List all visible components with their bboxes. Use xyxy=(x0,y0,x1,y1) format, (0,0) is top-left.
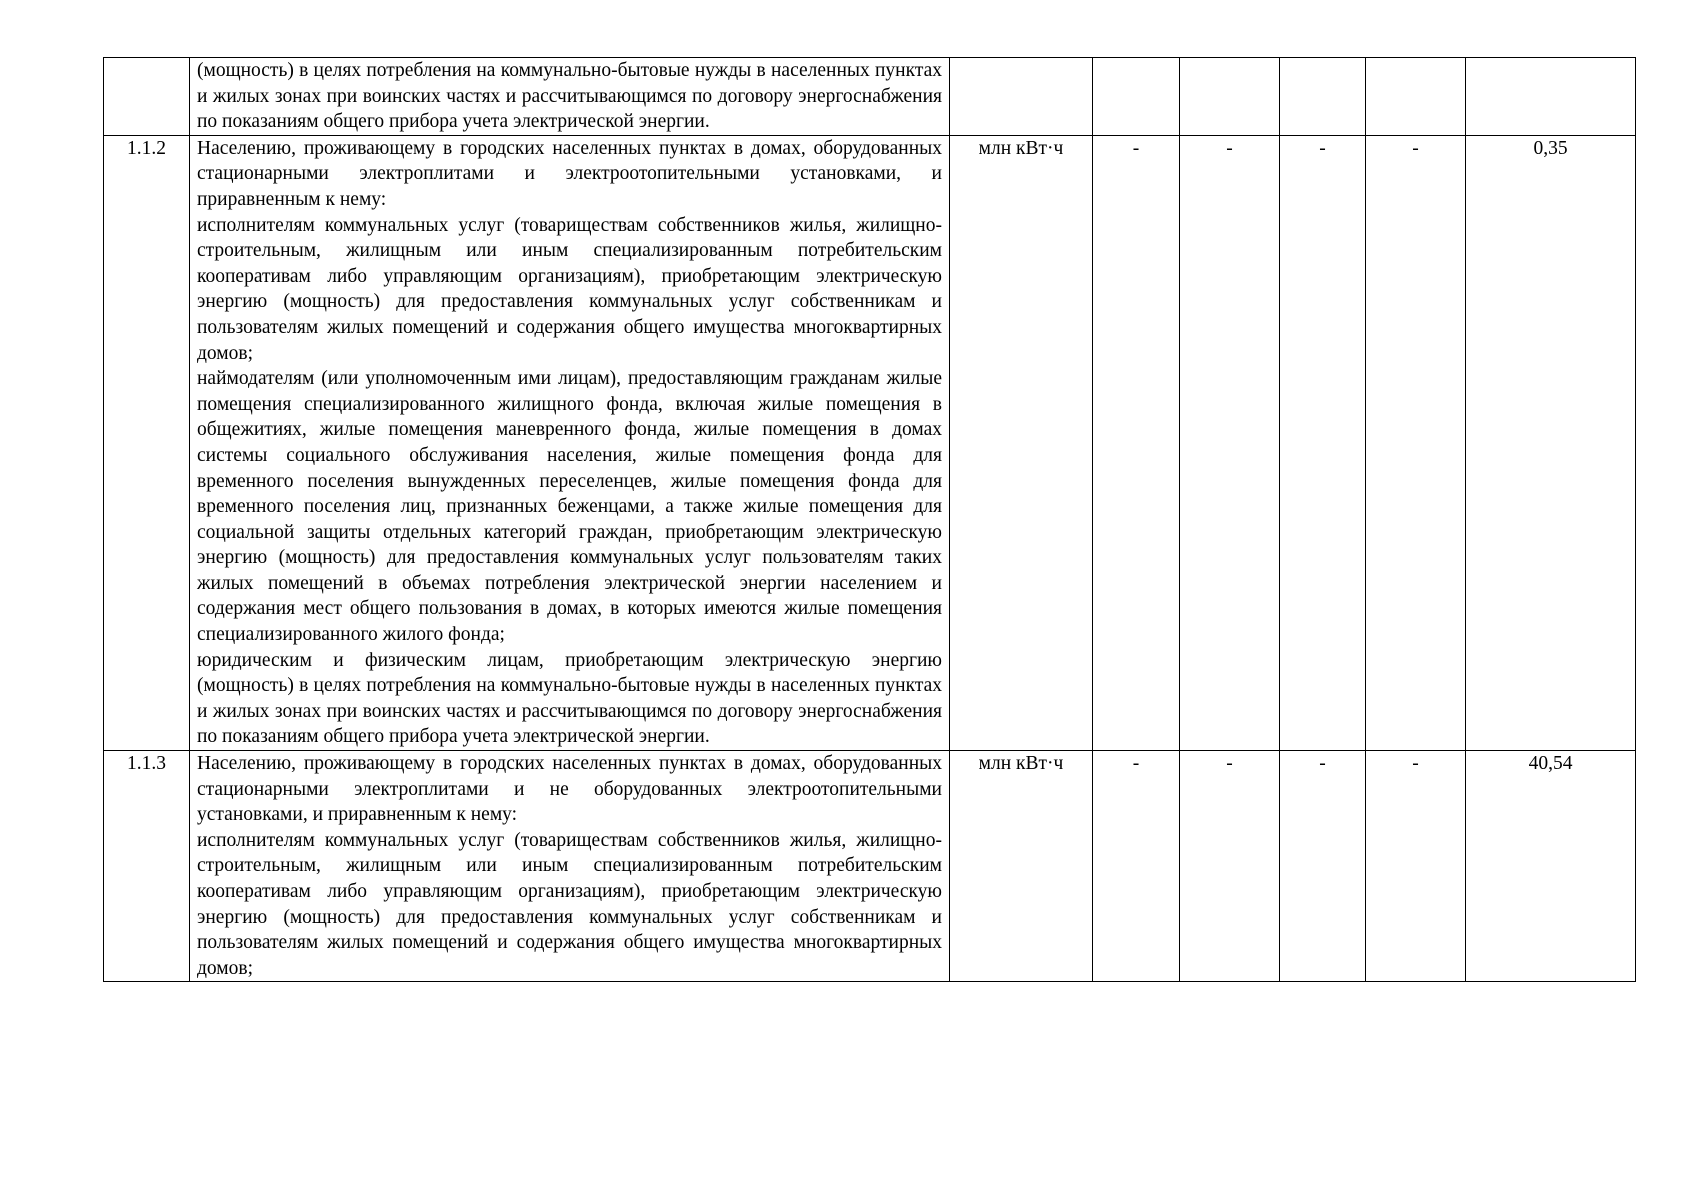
row-cell-4: - xyxy=(1366,751,1466,982)
description-paragraph: исполнителям коммунальных услуг (товариществам собственников жилья, жилищно-строительным, жилищным или иным специализированным потребительским кооперативам либо управляющим организациям), приобретающим электрическую энергию (мощность) для предоставления коммунальных услуг собственникам и пользователям жилых помещений и содержания общего имущества многоквартирных домов; xyxy=(197,214,942,364)
row-value xyxy=(1466,58,1636,136)
row-cell-1: - xyxy=(1093,135,1180,750)
table-row xyxy=(104,135,1636,750)
row-value: 40,54 xyxy=(1466,751,1636,982)
row-cell-3 xyxy=(1280,58,1366,136)
row-cell-4: - xyxy=(1366,135,1466,750)
row-description xyxy=(190,751,950,982)
row-number: 1.1.3 xyxy=(104,751,190,982)
description-paragraph: Населению, проживающему в городских населенных пунктах в домах, оборудованных стационарными электроплитами и электроотопительными установками, и приравненным к нему: xyxy=(197,137,942,210)
row-description xyxy=(190,135,950,750)
row-value: 0,35 xyxy=(1466,135,1636,750)
tariff-volume-table xyxy=(103,57,1636,982)
description-paragraph: наймодателям (или уполномоченным ими лицам), предоставляющим гражданам жилые помещения специализированного жилищного фонда, включая жилые помещения в общежитиях, жилые помещения маневренного фонда, жилые помещения в домах системы социального обслуживания населения, жилые помещения фонда для временного поселения вынужденных переселенцев, жилые помещения фонда для временного поселения лиц, признанных беженцами, а также жилые помещения для социальной защиты отдельных категорий граждан, приобретающим электрическую энергию (мощность) для предоставления коммунальных услуг пользователям таких жилых помещений в объемах потребления электрической энергии населением и содержания мест общего пользования в домах, в которых имеются жилые помещения специализированного жилого фонда; xyxy=(197,368,942,646)
row-cell-1 xyxy=(1093,58,1180,136)
table-body xyxy=(104,58,1636,982)
row-cell-3: - xyxy=(1280,751,1366,982)
row-cell-1: - xyxy=(1093,751,1180,982)
row-cell-2: - xyxy=(1180,751,1280,982)
row-unit: млн кВт·ч xyxy=(950,751,1093,982)
description-paragraph: Населению, проживающему в городских населенных пунктах в домах, оборудованных стационарными электроплитами и не оборудованных электроотопительными установками, и приравненным к нему: xyxy=(197,753,942,826)
description-paragraph: (мощность) в целях потребления на коммунально-бытовые нужды в населенных пунктах и жилых зонах при воинских частях и рассчитывающимся по договору энергоснабжения по показаниям общего прибора учета электрической энергии. xyxy=(197,60,942,133)
row-number xyxy=(104,58,190,136)
row-cell-3: - xyxy=(1280,135,1366,750)
row-unit xyxy=(950,58,1093,136)
row-unit: млн кВт·ч xyxy=(950,135,1093,750)
row-cell-2 xyxy=(1180,58,1280,136)
row-description xyxy=(190,58,950,136)
description-paragraph: юридическим и физическим лицам, приобретающим электрическую энергию (мощность) в целях потребления на коммунально-бытовые нужды в населенных пунктах и жилых зонах при воинских частях и рассчитывающимся по договору энергоснабжения по показаниям общего прибора учета электрической энергии. xyxy=(197,649,942,748)
row-number: 1.1.2 xyxy=(104,135,190,750)
table-row xyxy=(104,751,1636,982)
table-row xyxy=(104,58,1636,136)
description-paragraph: исполнителям коммунальных услуг (товариществам собственников жилья, жилищно-строительным, жилищным или иным специализированным потребительским кооперативам либо управляющим организациям), приобретающим электрическую энергию (мощность) для предоставления коммунальных услуг собственникам и пользователям жилых помещений и содержания общего имущества многоквартирных домов; xyxy=(197,829,942,979)
row-cell-2: - xyxy=(1180,135,1280,750)
row-cell-4 xyxy=(1366,58,1466,136)
